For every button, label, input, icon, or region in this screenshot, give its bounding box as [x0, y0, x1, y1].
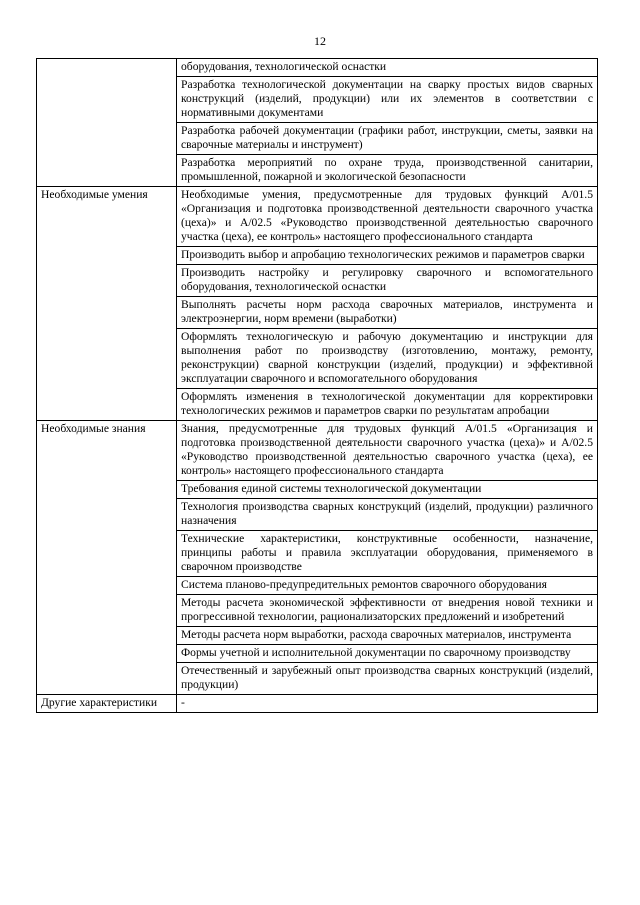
requirement-text: Оформлять технологическую и рабочую документацию и инструкции для выполнения работ по производству (изготовлению, монтажу, ремонту, реконструкции) сварной конструкции (изделий, продукции) и эффективной эксплуатации сварочного и вспомогательного оборудования	[177, 329, 598, 389]
requirement-text: Технология производства сварных конструкций (изделий, продукции) различного назначения	[177, 499, 598, 531]
requirement-text: -	[177, 695, 598, 713]
requirement-text: Выполнять расчеты норм расхода сварочных материалов, инструмента и электроэнергии, норм времени (выработки)	[177, 297, 598, 329]
section-label	[37, 59, 177, 187]
requirement-text: Производить настройку и регулировку сварочного и вспомогательного оборудования, технологической оснастки	[177, 265, 598, 297]
requirement-text: Отечественный и зарубежный опыт производства сварных конструкций (изделий, продукции)	[177, 663, 598, 695]
requirement-text: Методы расчета норм выработки, расхода сварочных материалов, инструмента	[177, 627, 598, 645]
requirement-text: Знания, предусмотренные для трудовых функций А/01.5 «Организация и подготовка производственной деятельности сварочного участка (цеха)» и А/02.5 «Руководство производственной деятельностью сварочного участка (цеха), ее контроль» настоящего профессионального стандарта	[177, 421, 598, 481]
requirements-table	[36, 58, 598, 713]
section-label: Другие характеристики	[37, 695, 177, 713]
table-row	[37, 421, 598, 481]
requirement-text: Формы учетной и исполнительной документации по сварочному производству	[177, 645, 598, 663]
requirement-text: Оформлять изменения в технологической документации для корректировки технологических режимов и параметров сварки по результатам апробации	[177, 389, 598, 421]
requirement-text: Система планово-предупредительных ремонтов сварочного оборудования	[177, 577, 598, 595]
section-label: Необходимые умения	[37, 187, 177, 421]
requirement-text: Разработка мероприятий по охране труда, производственной санитарии, промышленной, пожарной и экологической безопасности	[177, 155, 598, 187]
requirement-text: оборудования, технологической оснастки	[177, 59, 598, 77]
table-row	[37, 187, 598, 247]
requirement-text: Методы расчета экономической эффективности от внедрения новой техники и прогрессивной технологии, рационализаторских предложений и изобретений	[177, 595, 598, 627]
section-label: Необходимые знания	[37, 421, 177, 695]
requirement-text: Технические характеристики, конструктивные особенности, назначение, принципы работы и правила эксплуатации оборудования, применяемого в сварочном производстве	[177, 531, 598, 577]
requirement-text: Разработка технологической документации на сварку простых видов сварных конструкций (изделий, продукции) или их элементов в соответствии с нормативными документами	[177, 77, 598, 123]
requirement-text: Производить выбор и апробацию технологических режимов и параметров сварки	[177, 247, 598, 265]
table-row	[37, 695, 598, 713]
requirement-text: Необходимые умения, предусмотренные для трудовых функций А/01.5 «Организация и подготовка производственной деятельности сварочного участка (цеха)» и А/02.5 «Руководство производственной деятельностью сварочного участка (цеха), ее контроль» настоящего профессионального стандарта	[177, 187, 598, 247]
requirement-text: Разработка рабочей документации (графики работ, инструкции, сметы, заявки на сварочные материалы и инструмент)	[177, 123, 598, 155]
table-row	[37, 59, 598, 77]
page-number: 12	[314, 34, 326, 48]
requirement-text: Требования единой системы технологической документации	[177, 481, 598, 499]
